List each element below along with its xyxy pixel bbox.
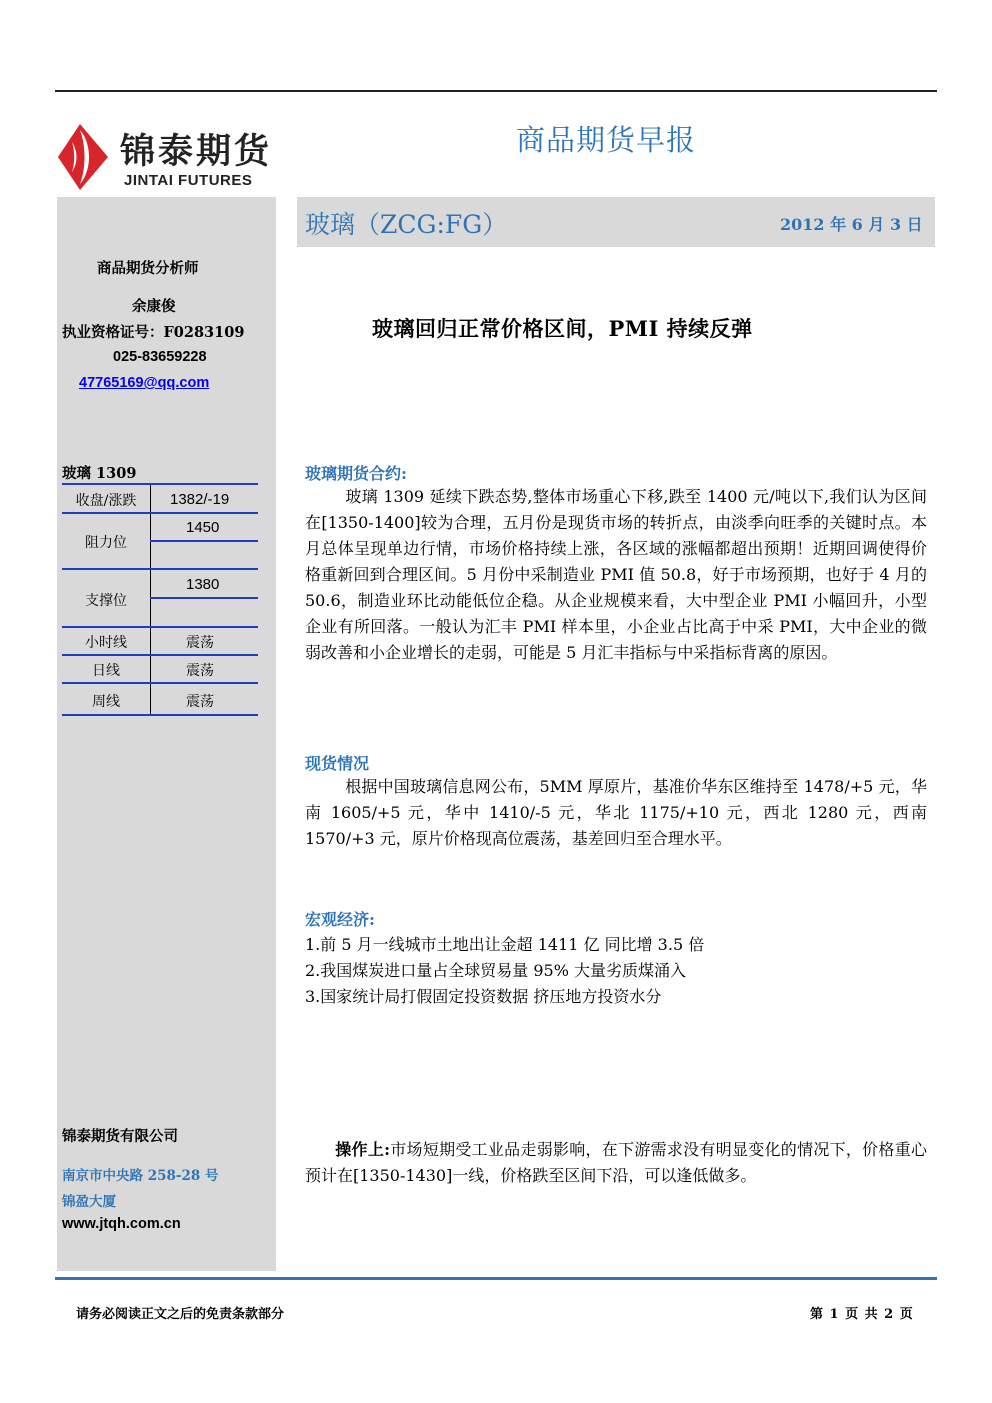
section-title-spot: 现货情况 bbox=[305, 754, 370, 773]
section-title-macro: 宏观经济: bbox=[305, 910, 375, 929]
table-rule bbox=[62, 483, 258, 485]
page-number: 第 1 页 共 2 页 bbox=[810, 1307, 914, 1322]
company-name: 锦泰期货有限公司 bbox=[62, 1128, 178, 1145]
analyst-phone: 025-83659228 bbox=[113, 349, 207, 365]
section-body-spot bbox=[305, 774, 927, 852]
company-logo bbox=[58, 122, 278, 192]
table-rule bbox=[62, 714, 258, 716]
logo-diamond-icon bbox=[58, 122, 114, 192]
macro-item: 3.国家统计局打假固定投资数据 挤压地方投资水分 bbox=[305, 987, 662, 1006]
company-address-1: 南京市中央路 258-28 号 bbox=[62, 1168, 219, 1184]
hourly-label: 小时线 bbox=[85, 635, 127, 651]
logo-chinese-text: 锦泰期货 bbox=[120, 132, 273, 172]
daily-value: 震荡 bbox=[186, 663, 214, 679]
macro-item: 1.前 5 月一线城市土地出让金超 1411 亿 同比增 3.5 倍 bbox=[305, 935, 705, 954]
section-body-futures bbox=[305, 484, 927, 666]
analyst-email[interactable]: 47765169@qq.com bbox=[79, 375, 210, 391]
weekly-value: 震荡 bbox=[186, 694, 214, 710]
futures-text: 玻璃 1309 延续下跌态势,整体市场重心下移,跌至 1400 元/吨以下,我们认为区间在[1350-1400]较为合理，五月份是现货市场的转折点，由淡季向旺季的关键时点。本月总体呈现单边行情，市场价格持续上涨，各区域的涨幅都超出预期！近期回调使得价格重新回到合理区间。5 月份中采制造业 PMI 值 50.8，好于市场预期，也好于 4 月的 50.6，制造业环比动能低位企稳。从企业规模来看，大中型企业 PMI 小幅回升，小型企业有所回落。一般认为汇丰 PMI 样本里，小企业占比高于中采 PMI，大中企业的微弱改善和小企业增长的走弱，可能是 5 月汇丰指标与中采指标背离的原因。 bbox=[305, 487, 927, 662]
table-rule bbox=[62, 568, 258, 570]
report-title: 商品期货早报 bbox=[516, 123, 697, 157]
contract-name: 玻璃 1309 bbox=[62, 465, 137, 482]
table-rule bbox=[62, 682, 258, 684]
operation-text: 市场短期受工业品走弱影响，在下游需求没有明显变化的情况下，价格重心预计在[1350-1430]一线，价格跌至区间下沿，可以逢低做多。 bbox=[305, 1140, 927, 1185]
headline: 玻璃回归正常价格区间，PMI 持续反弹 bbox=[372, 316, 753, 341]
bottom-rule bbox=[55, 1277, 937, 1280]
footer-disclaimer: 请务必阅读正文之后的免责条款部分 bbox=[76, 1307, 285, 1322]
table-divider bbox=[150, 485, 151, 715]
analyst-name: 余康俊 bbox=[132, 298, 176, 315]
daily-label: 日线 bbox=[92, 663, 120, 679]
support-label: 支撑位 bbox=[85, 593, 127, 609]
product-name: 玻璃（ZCG:FG） bbox=[305, 210, 508, 239]
hourly-value: 震荡 bbox=[186, 635, 214, 651]
resistance-value: 1450 bbox=[186, 519, 220, 536]
report-date: 2012 年 6 月 3 日 bbox=[780, 215, 923, 234]
table-rule bbox=[150, 540, 258, 542]
table-rule bbox=[62, 654, 258, 656]
company-address-2: 锦盈大厦 bbox=[62, 1194, 116, 1210]
close-value: 1382/-19 bbox=[170, 491, 230, 508]
section-title-futures: 玻璃期货合约: bbox=[305, 464, 407, 483]
weekly-label: 周线 bbox=[92, 694, 120, 710]
table-rule bbox=[62, 512, 258, 514]
resistance-label: 阻力位 bbox=[85, 535, 127, 551]
license-number: 执业资格证号：F0283109 bbox=[62, 324, 245, 341]
macro-item: 2.我国煤炭进口量占全球贸易量 95% 大量劣质煤涌入 bbox=[305, 961, 687, 980]
company-website[interactable]: www.jtqh.com.cn bbox=[62, 1216, 181, 1232]
support-value: 1380 bbox=[186, 576, 220, 593]
analyst-title: 商品期货分析师 bbox=[97, 260, 199, 277]
operation-advice bbox=[305, 1137, 927, 1189]
spot-text: 根据中国玻璃信息网公布，5MM 厚原片，基准价华东区维持至 1478/+5 元，华南 1605/+5 元，华中 1410/-5 元，华北 1175/+10 元，西北 1280 元，西南 1570/+3 元，原片价格现高位震荡，基差回归至合理水平。 bbox=[305, 777, 927, 848]
top-rule bbox=[55, 90, 937, 92]
close-label: 收盘/涨跌 bbox=[75, 493, 137, 509]
table-rule bbox=[150, 597, 258, 599]
table-rule bbox=[62, 626, 258, 628]
operation-label: 操作上: bbox=[335, 1140, 390, 1159]
logo-english-text: JINTAI FUTURES bbox=[124, 172, 253, 189]
